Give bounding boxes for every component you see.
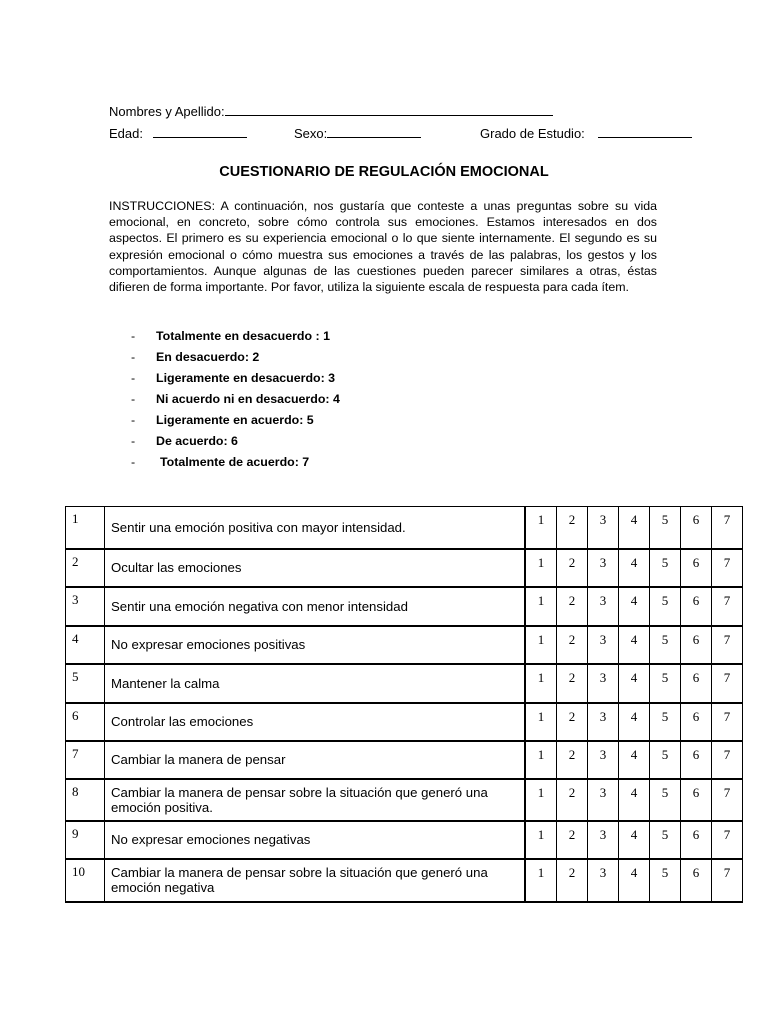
item-text: Cambiar la manera de pensar sobre la situación que generó una emoción positiva.: [105, 779, 526, 821]
table-row: [66, 821, 743, 859]
rating-option[interactable]: 4: [619, 859, 650, 902]
rating-option[interactable]: 7: [712, 587, 743, 626]
rating-option[interactable]: 2: [557, 821, 588, 859]
age-field-row: [109, 124, 247, 141]
rating-option[interactable]: 2: [557, 741, 588, 779]
name-field-row: [109, 102, 553, 119]
item-number: 4: [66, 626, 105, 664]
item-text: Sentir una emoción positiva con mayor intensidad.: [105, 507, 526, 549]
rating-option[interactable]: 1: [525, 549, 557, 587]
table-row: [66, 549, 743, 587]
page-title: CUESTIONARIO DE REGULACIÓN EMOCIONAL: [219, 164, 549, 180]
rating-option[interactable]: 4: [619, 587, 650, 626]
item-number: 9: [66, 821, 105, 859]
item-text: No expresar emociones positivas: [105, 626, 526, 664]
rating-option[interactable]: 2: [557, 626, 588, 664]
sex-field-row: [294, 124, 421, 141]
rating-option[interactable]: 5: [650, 507, 681, 549]
rating-option[interactable]: 6: [681, 664, 712, 703]
table-row: [66, 664, 743, 703]
table-row: [66, 626, 743, 664]
item-text: Controlar las emociones: [105, 703, 526, 741]
grade-field-row: [480, 124, 692, 141]
item-text: No expresar emociones negativas: [105, 821, 526, 859]
rating-option[interactable]: 3: [588, 741, 619, 779]
rating-option[interactable]: 7: [712, 741, 743, 779]
item-text: Mantener la calma: [105, 664, 526, 703]
item-text: Sentir una emoción negativa con menor intensidad: [105, 587, 526, 626]
rating-option[interactable]: 7: [712, 549, 743, 587]
table-row: [66, 859, 743, 902]
age-input-line[interactable]: [153, 124, 247, 138]
rating-option[interactable]: 5: [650, 821, 681, 859]
item-number: 7: [66, 741, 105, 779]
item-number: 1: [66, 507, 105, 549]
rating-option[interactable]: 7: [712, 664, 743, 703]
rating-option[interactable]: 4: [619, 549, 650, 587]
rating-option[interactable]: 3: [588, 821, 619, 859]
name-input-line[interactable]: [225, 102, 553, 116]
rating-option[interactable]: 1: [525, 821, 557, 859]
rating-option[interactable]: 5: [650, 779, 681, 821]
rating-option[interactable]: 7: [712, 859, 743, 902]
rating-option[interactable]: 4: [619, 741, 650, 779]
questionnaire-table: [65, 506, 743, 903]
rating-option[interactable]: 2: [557, 587, 588, 626]
table-row: [66, 587, 743, 626]
sex-input-line[interactable]: [327, 124, 421, 138]
item-number: 8: [66, 779, 105, 821]
item-number: 6: [66, 703, 105, 741]
table-row: [66, 741, 743, 779]
sex-label: Sexo:: [294, 126, 328, 141]
grade-input-line[interactable]: [598, 124, 692, 138]
rating-option[interactable]: 5: [650, 664, 681, 703]
rating-option[interactable]: 2: [557, 664, 588, 703]
item-text: Ocultar las emociones: [105, 549, 526, 587]
grade-label: Grado de Estudio:: [480, 126, 585, 141]
table-row: [66, 507, 743, 549]
rating-option[interactable]: 2: [557, 859, 588, 902]
rating-option[interactable]: 1: [525, 664, 557, 703]
rating-option[interactable]: 1: [525, 779, 557, 821]
item-number: 2: [66, 549, 105, 587]
rating-option[interactable]: 3: [588, 626, 619, 664]
rating-option[interactable]: 7: [712, 507, 743, 549]
questionnaire-page: Nombres y Apellido: Edad: Sexo: Grado de Estudio: CUESTIONARIO DE REGULACIÓN EMOCIONAL INSTRUCCIONES: A continuación, nos gustaría que conteste a unas preguntas sobre su vida emocional, en concreto, sobre cómo controla sus emociones. Estamos interesados en dos aspectos. El primero es su experiencia emocional o lo que siente internamente. El segundo es su expresión emocional o cómo muestra sus emociones a través de las palabras, los gestos y los comportamientos. Aunque algunas de las cuestiones pueden parecer similares a otras, éstas difieren de forma importante. Por favor, utiliza la siguiente escala de respuesta para cada ítem. - Totalmente en desacuerdo : 1 - En desacuerdo: 2 - Ligeramente en desacuerdo: 3 - Ni acuerdo ni en desacuerdo: 4 - Ligeramente en acuerdo: 5 - De acuerdo: 6 - Totalmente de acuerdo: 7 1 Sentir una emoción positiva con mayor intensidad. 1 2 3 4 5 6 7 2 Ocultar las emociones 1 2 3 4 5 6 7 3 Sentir una emoción negativa con menor intensidad 1 2 3 4 5 6 7 4 No expresar emociones positivas 1 2 3 4 5 6 7 5 Mantener la calma 1 2 3 4 5 6 7 6 Controlar las emociones 1 2 3 4 5 6 7 7 Cambiar la manera de pensar 1 2 3 4 5 6 7 8 Cambiar la manera de pensar sobre la situación que generó una emoción positiva. 1 2 3 4 5 6 7 9 No expresar emociones negativas 1 2 3 4 5 6 7 10 Cambiar la manera de pensar sobre la situación que generó una emoción negativa 1 2 3 4 5 6 7: [0, 0, 768, 1024]
rating-option[interactable]: 4: [619, 664, 650, 703]
rating-option[interactable]: 7: [712, 779, 743, 821]
rating-option[interactable]: 4: [619, 507, 650, 549]
rating-option[interactable]: 6: [681, 703, 712, 741]
name-label: Nombres y Apellido:: [109, 104, 225, 119]
rating-option[interactable]: 6: [681, 507, 712, 549]
table-row: [66, 779, 743, 821]
rating-option[interactable]: 7: [712, 626, 743, 664]
rating-option[interactable]: 3: [588, 664, 619, 703]
item-number: 5: [66, 664, 105, 703]
item-text: Cambiar la manera de pensar sobre la situación que generó una emoción negativa: [105, 859, 526, 902]
rating-option[interactable]: 3: [588, 859, 619, 902]
rating-option[interactable]: 1: [525, 703, 557, 741]
rating-option[interactable]: 1: [525, 587, 557, 626]
rating-option[interactable]: 1: [525, 626, 557, 664]
rating-option[interactable]: 2: [557, 507, 588, 549]
rating-option[interactable]: 3: [588, 507, 619, 549]
rating-option[interactable]: 7: [712, 703, 743, 741]
rating-option[interactable]: 3: [588, 587, 619, 626]
rating-option[interactable]: 6: [681, 626, 712, 664]
rating-option[interactable]: 1: [525, 741, 557, 779]
rating-option[interactable]: 4: [619, 626, 650, 664]
item-text: Cambiar la manera de pensar: [105, 741, 526, 779]
rating-option[interactable]: 5: [650, 587, 681, 626]
rating-option[interactable]: 6: [681, 549, 712, 587]
rating-option[interactable]: 5: [650, 859, 681, 902]
rating-option[interactable]: 4: [619, 821, 650, 859]
rating-option[interactable]: 6: [681, 741, 712, 779]
rating-option[interactable]: 5: [650, 741, 681, 779]
rating-option[interactable]: 6: [681, 779, 712, 821]
rating-option[interactable]: 3: [588, 703, 619, 741]
rating-option[interactable]: 3: [588, 549, 619, 587]
rating-option[interactable]: 3: [588, 779, 619, 821]
rating-option[interactable]: 6: [681, 821, 712, 859]
rating-option[interactable]: 6: [681, 587, 712, 626]
table-row: [66, 703, 743, 741]
item-number: 3: [66, 587, 105, 626]
rating-option[interactable]: 5: [650, 703, 681, 741]
rating-option[interactable]: 4: [619, 779, 650, 821]
rating-option[interactable]: 1: [525, 507, 557, 549]
rating-option[interactable]: 2: [557, 549, 588, 587]
rating-option[interactable]: 7: [712, 821, 743, 859]
age-label: Edad:: [109, 126, 143, 141]
rating-option[interactable]: 1: [525, 859, 557, 902]
rating-option[interactable]: 5: [650, 626, 681, 664]
rating-option[interactable]: 2: [557, 779, 588, 821]
rating-option[interactable]: 2: [557, 703, 588, 741]
rating-option[interactable]: 4: [619, 703, 650, 741]
rating-option[interactable]: 5: [650, 549, 681, 587]
rating-option[interactable]: 6: [681, 859, 712, 902]
instructions-text: INSTRUCCIONES: A continuación, nos gustaría que conteste a unas preguntas sobre su vida emocional, en concreto, sobre cómo controla sus emociones. Estamos interesados en dos aspectos. El primero es su experiencia emocional o lo que siente internamente. El segundo es su expresión emocional o cómo muestra sus emociones a través de las palabras, los gestos y los comportamientos. Aunque algunas de las cuestiones pueden parecer similares a otras, éstas difieren de forma importante. Por favor, utiliza la siguiente escala de respuesta para cada ítem.: [109, 199, 657, 295]
item-number: 10: [66, 859, 105, 902]
